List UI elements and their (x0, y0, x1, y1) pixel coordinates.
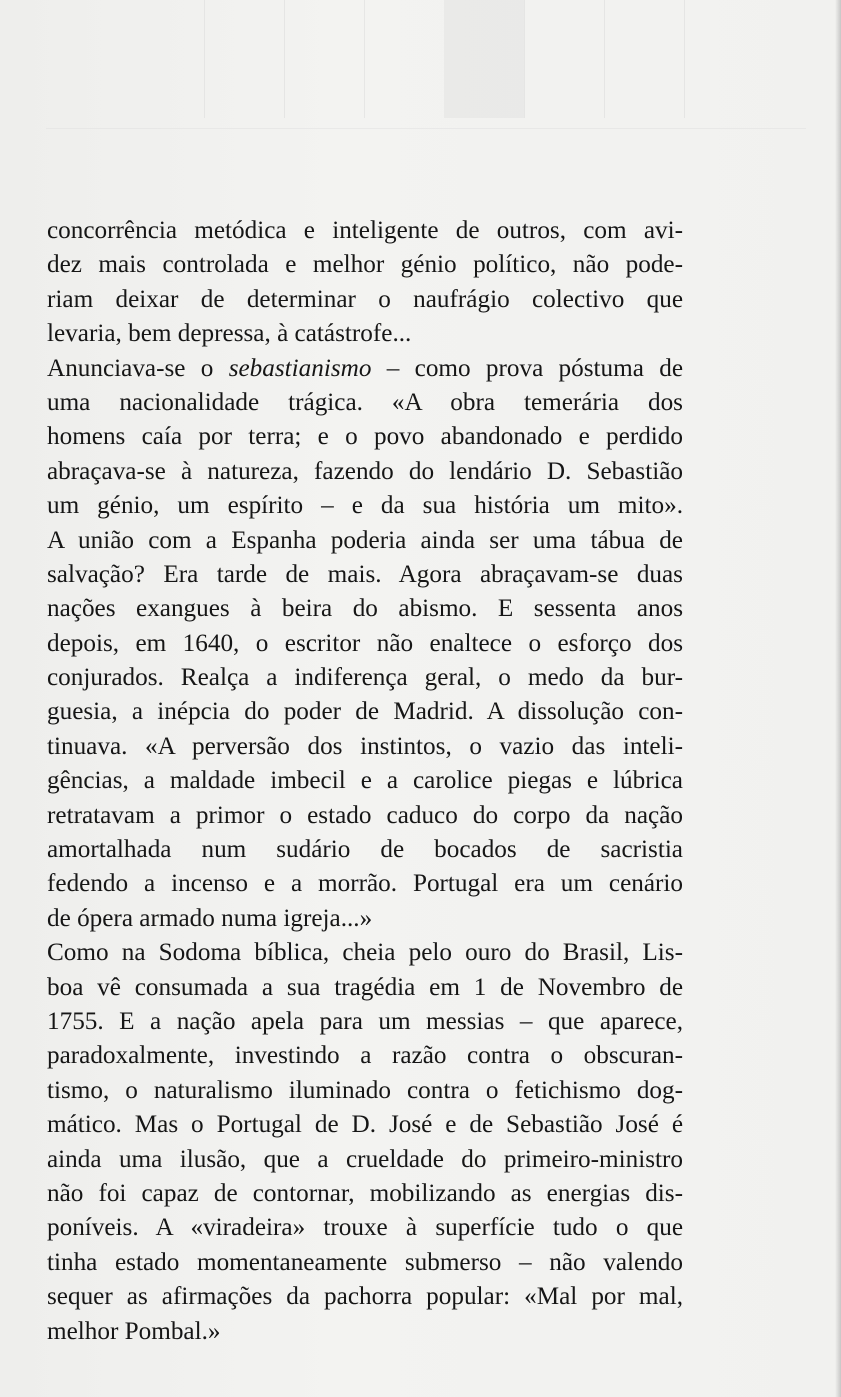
text-span: Anunciava-se o (47, 354, 229, 382)
text-line: dez mais controlada e melhor génio político, não pode- (47, 251, 683, 279)
text-line: poníveis. A «viradeira» trouxe à superfície tudo o que (47, 1214, 683, 1242)
text-line: sequer as afirmações da pachorra popular: «Mal por mal, (47, 1283, 683, 1311)
text-line: não foi capaz de contornar, mobilizando as energias dis- (47, 1179, 683, 1207)
text-line: depois, em 1640, o escritor não enaltece o esforço dos (47, 629, 683, 657)
text-line: riam deixar de determinar o naufrágio colectivo que (47, 285, 683, 313)
text-line: gências, a maldade imbecil e a carolice piegas e lúbrica (47, 767, 683, 795)
bleed-column (204, 0, 285, 118)
text-line: mático. Mas o Portugal de D. José e de Sebastião José é (47, 1111, 683, 1139)
bleed-column-shaded (444, 0, 525, 118)
page-edge-shadow (835, 0, 841, 1397)
text-line: ainda uma ilusão, que a crueldade do primeiro-ministro (47, 1145, 683, 1173)
text-line: paradoxalmente, investindo a razão contra o obscuran- (47, 1042, 683, 1070)
text-line: um génio, um espírito – e da sua história um mito». (47, 492, 683, 520)
bleed-column (364, 0, 445, 118)
text-line: levaria, bem depressa, à catástrofe... (47, 320, 412, 348)
bleed-column (284, 0, 365, 118)
body-text (47, 214, 683, 1349)
text-line: melhor Pombal.» (47, 1317, 221, 1345)
text-line: conjurados. Realça a indiferença geral, o medo da bur- (47, 664, 683, 692)
text-line (47, 352, 683, 386)
bleed-rule (46, 128, 806, 129)
text-line: tinha estado momentaneamente submerso – não valendo (47, 1248, 683, 1276)
text-line: tinuava. «A perversão dos instintos, o vazio das inteli- (47, 732, 683, 760)
text-line: boa vê consumada a sua tragédia em 1 de Novembro de (47, 973, 683, 1001)
text-line: Como na Sodoma bíblica, cheia pelo ouro do Brasil, Lis- (47, 939, 683, 967)
italic-term: sebastianismo (228, 354, 372, 382)
bleed-column (604, 0, 685, 118)
text-line: abraçava-se à natureza, fazendo do lendário D. Sebastião (47, 457, 683, 485)
bleed-column (124, 0, 205, 118)
text-line: uma nacionalidade trágica. «A obra temerária dos (47, 388, 683, 416)
text-line: guesia, a inépcia do poder de Madrid. A dissolução con- (47, 698, 683, 726)
text-line: nações exangues à beira do abismo. E sessenta anos (47, 595, 683, 623)
text-line: concorrência metódica e inteligente de outros, com avi- (47, 217, 683, 244)
text-span: – como prova póstuma de (371, 354, 683, 382)
text-line: retratavam a primor o estado caduco do corpo da nação (47, 801, 683, 829)
text-line: salvação? Era tarde de mais. Agora abraçavam-se duas (47, 560, 683, 588)
text-line: 1755. E a nação apela para um messias – que aparece, (47, 1007, 683, 1035)
text-line: fedendo a incenso e a morrão. Portugal era um cenário (47, 870, 683, 898)
text-line: homens caía por terra; e o povo abandonado e perdido (47, 423, 683, 451)
text-line: tismo, o naturalismo iluminado contra o fetichismo dog- (47, 1076, 683, 1104)
text-line: A união com a Espanha poderia ainda ser uma tábua de (47, 526, 683, 554)
bleed-through-header (46, 0, 806, 150)
text-line: amortalhada num sudário de bocados de sacristia (47, 836, 683, 864)
text-line: de ópera armado numa igreja...» (47, 904, 373, 932)
bleed-column (524, 0, 605, 118)
